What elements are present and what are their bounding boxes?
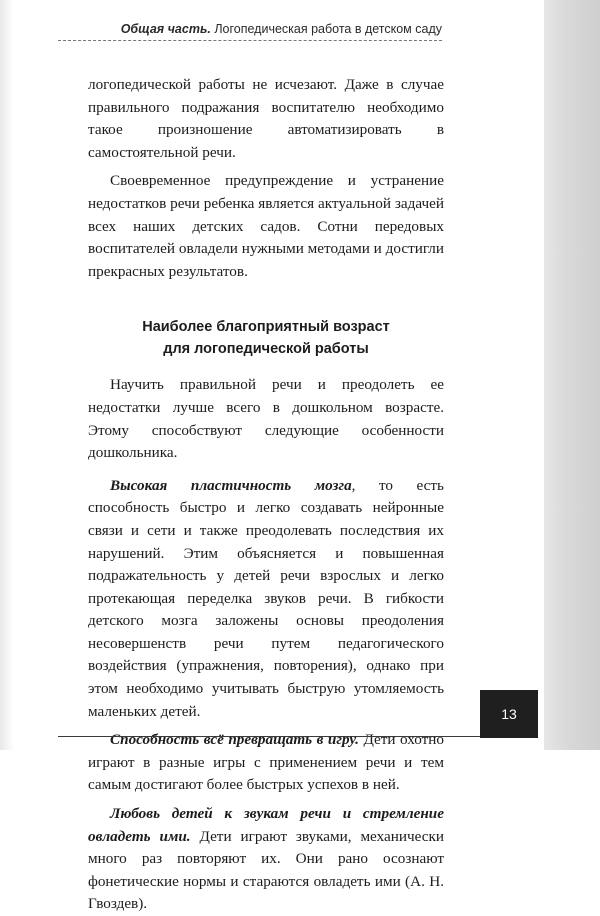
feature-lead: Способность всё превращать в игру. — [110, 731, 359, 749]
feature-text: Дети охотно играют в разные игры с применением речи и тем самым достигают более быстрых успехов в ней. — [88, 731, 444, 794]
feature-lead: Высокая пластичность мозга — [110, 476, 352, 494]
running-header — [58, 22, 442, 36]
feature-paragraph — [88, 729, 444, 797]
header-divider — [58, 40, 442, 41]
feature-text: Дети играют звуками, механически много раз повторяют их. Они рано осознают фонетические нормы и стараются овладеть ими (А. Н. Гвоздев). — [88, 827, 444, 913]
paragraph: Своевременное предупреждение и устранение недостатков речи ребенка является актуальной задачей всех наших детских садов. Сотни передовых воспитателей овладели нужными методами и достигли прекрасных результатов. — [88, 172, 444, 280]
feature-paragraph — [88, 475, 444, 724]
page-number: 13 — [480, 690, 538, 738]
page-body — [88, 74, 444, 916]
feature-paragraph — [88, 803, 444, 916]
section-heading-line: Наиболее благоприятный возраст — [142, 319, 390, 336]
intro-paragraph: Научить правильной речи и преодолеть ее недостатки лучше всего в дошкольном возрасте. Этому способствуют следующие особенности дошкольника. — [88, 376, 444, 462]
book-gutter — [544, 0, 600, 750]
page-edge-shadow — [0, 0, 14, 750]
header-title: Логопедическая работа в детском саду — [214, 22, 442, 36]
header-section: Общая часть. — [120, 22, 211, 36]
paragraph-continued: логопедической работы не исчезают. Даже в случае правильного подражания воспитателю необходимо такое произношение автоматизировать в самостоятельной речи. — [88, 76, 444, 161]
section-heading — [88, 316, 444, 360]
section-heading-line: для логопедической работы — [163, 341, 369, 358]
feature-text: , то есть способность быстро и легко создавать нейронные связи и сети и также преодолевать последствия их нарушений. Этим объясняется и повышенная подражательность у детей речи взрослых и легко протекающая переделка звуков речи. В гибкости детского мозга заложены основы преодоления несовершенств речи путем педагогического воздействия (упражнения, повторения), однако при этом необходимо учитывать быструю утомляемость маленьких детей. — [88, 476, 444, 720]
footer-divider — [58, 736, 480, 737]
feature-lead: Любовь детей к звукам речи и стремление овладеть ими. — [88, 805, 444, 845]
